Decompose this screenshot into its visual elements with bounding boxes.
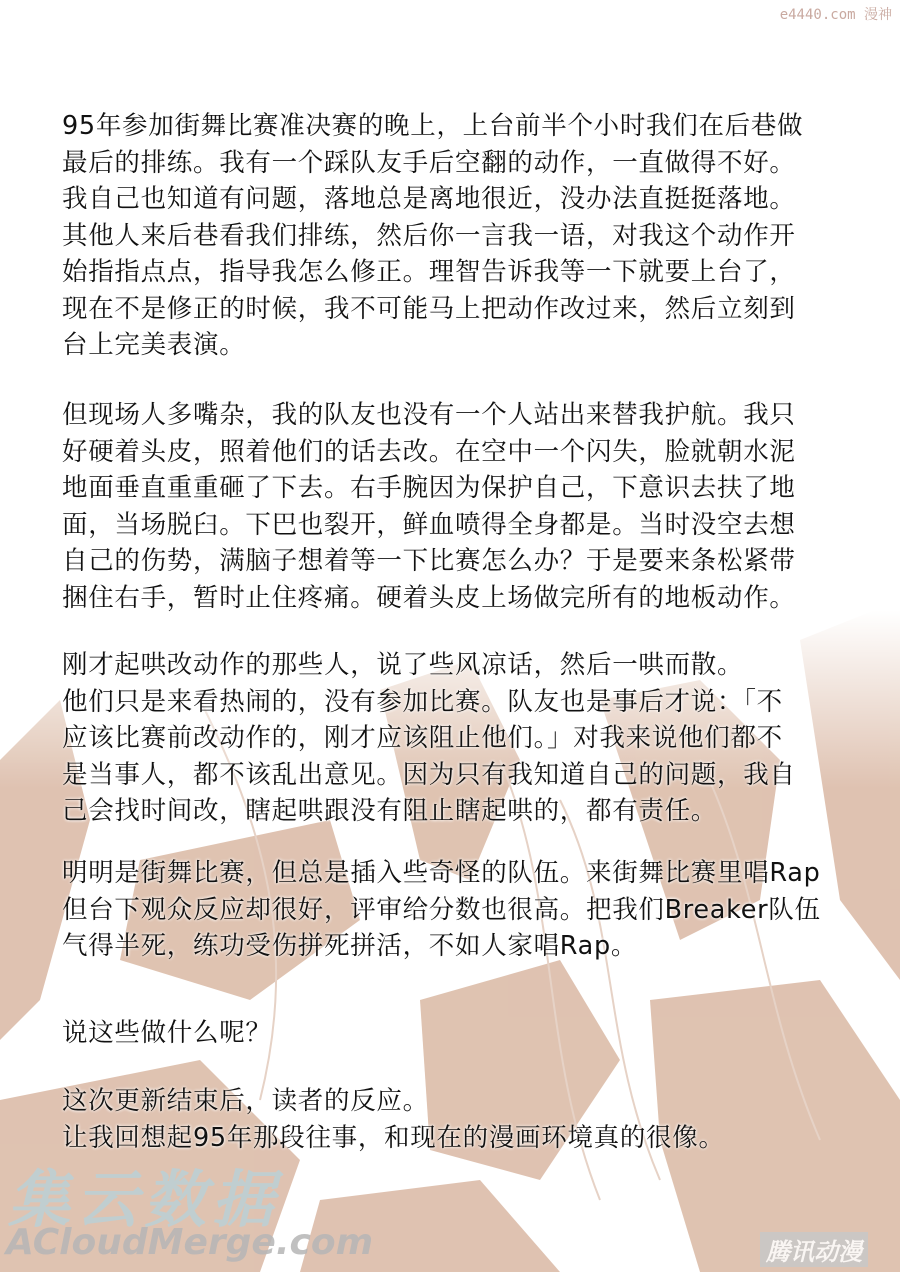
watermark-logo-en: ACloudMerge.com: [6, 1222, 374, 1263]
text-line: 但台下观众反应却很好，评审给分数也很高。把我们Breaker队伍: [62, 894, 821, 925]
text-line: 刚才起哄改动作的那些人，说了些风凉话，然后一哄而散。: [62, 650, 744, 680]
text-line: 始指指点点，指导我怎么修正。理智告诉我等一下就要上台了，: [62, 257, 796, 287]
text-line: 最后的排练。我有一个踩队友手后空翻的动作，一直做得不好。: [62, 147, 796, 178]
paragraph-1: [62, 108, 803, 364]
watermark-site: e4440.com 漫神: [779, 7, 892, 23]
text-line: 让我回想起95年那段往事，和现在的漫画环境真的很像。: [62, 1122, 725, 1153]
text-line: 是当事人，都不该乱出意见。因为只有我知道自己的问题，我自: [62, 759, 796, 790]
watermark-publisher: 腾讯动漫: [760, 1232, 868, 1267]
watermark-logo-cn: 集云数据: [8, 1163, 281, 1236]
text-line: 气得半死，练功受伤拼死拼活，不如人家唱Rap。: [62, 931, 638, 961]
text-line: 地面垂直重重砸了下去。右手腕因为保护自己，下意识去扶了地: [62, 473, 796, 503]
text-line: 面，当场脱臼。下巴也裂开，鲜血喷得全身都是。当时没空去想: [62, 509, 796, 540]
text-line: 说这些做什么呢？: [62, 1018, 272, 1048]
text-line: 捆住右手，暂时止住疼痛。硬着头皮上场做完所有的地板动作。: [62, 582, 796, 613]
text-line: 台上完美表演。: [62, 330, 246, 360]
paragraph-6: [62, 1083, 725, 1156]
text-line: 己会找时间改，瞎起哄跟没有阻止瞎起哄的，都有责任。: [62, 796, 718, 826]
paragraph-3: [62, 647, 796, 830]
text-line: 其他人来后巷看我们排练，然后你一言我一语，对我这个动作开: [62, 220, 796, 251]
text-line: 好硬着头皮，照着他们的话去改。在空中一个闪失，脸就朝水泥: [62, 436, 796, 467]
text-line: 95年参加街舞比赛准决赛的晚上，上台前半个小时我们在后巷做: [62, 111, 804, 141]
text-line: 现在不是修正的时候，我不可能马上把动作改过来，然后立刻到: [62, 293, 796, 324]
text-line: 自己的伤势，满脑子想着等一下比赛怎么办？于是要来条松紧带: [62, 546, 796, 576]
text-line: 他们只是来看热闹的，没有参加比赛。队友也是事后才说：「不: [62, 686, 783, 717]
paragraph-4: [62, 855, 821, 965]
text-line: 这次更新结束后，读者的反应。: [62, 1086, 429, 1116]
text-line: 但现场人多嘴杂，我的队友也没有一个人站出来替我护航。我只: [62, 400, 796, 430]
text-line: 我自己也知道有问题，落地总是离地很近，没办法直挺挺落地。: [62, 184, 796, 214]
text-line: 明明是街舞比赛，但总是插入些奇怪的队伍。来街舞比赛里唱Rap: [62, 858, 821, 888]
text-line: 应该比赛前改动作的，刚才应该阻止他们。」对我来说他们都不: [62, 723, 783, 753]
paragraph-2: [62, 397, 796, 616]
paragraph-5: [62, 1015, 272, 1052]
